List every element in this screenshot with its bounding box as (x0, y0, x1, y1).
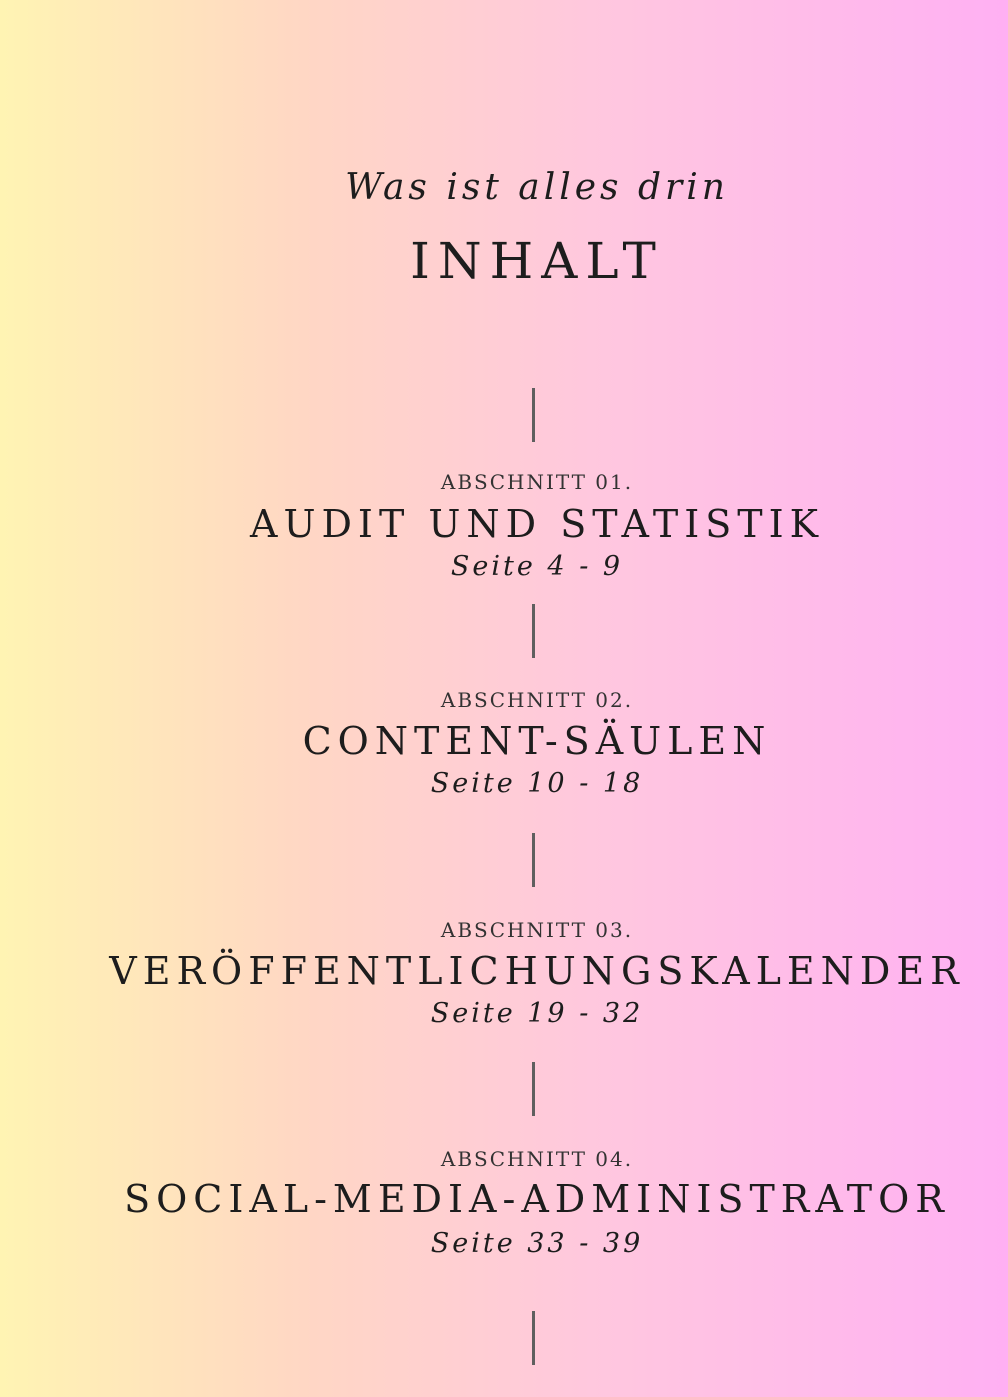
section-2-label: ABSCHNITT 02. (440, 688, 634, 712)
section-2-pages: Seite 10 - 18 (430, 768, 644, 799)
divider (532, 1062, 535, 1116)
divider (532, 604, 535, 658)
section-1-label: ABSCHNITT 01. (440, 470, 634, 494)
divider (532, 833, 535, 887)
section-4-title: SOCIAL-MEDIA-ADMINISTRATOR (124, 1177, 950, 1221)
divider (532, 388, 535, 442)
section-4-pages: Seite 33 - 39 (430, 1228, 644, 1259)
page-title: INHALT (410, 232, 664, 290)
section-1-title: AUDIT UND STATISTIK (250, 502, 824, 546)
section-1-pages: Seite 4 - 9 (450, 551, 624, 582)
section-3-label: ABSCHNITT 03. (440, 918, 634, 942)
section-4-label: ABSCHNITT 04. (440, 1147, 634, 1171)
divider (532, 1311, 535, 1365)
page-subtitle: Was ist alles drin (345, 167, 729, 208)
section-3-title: VERÖFFENTLICHUNGSKALENDER (109, 949, 965, 993)
section-3-pages: Seite 19 - 32 (430, 998, 644, 1029)
section-2-title: CONTENT-SÄULEN (302, 719, 772, 763)
